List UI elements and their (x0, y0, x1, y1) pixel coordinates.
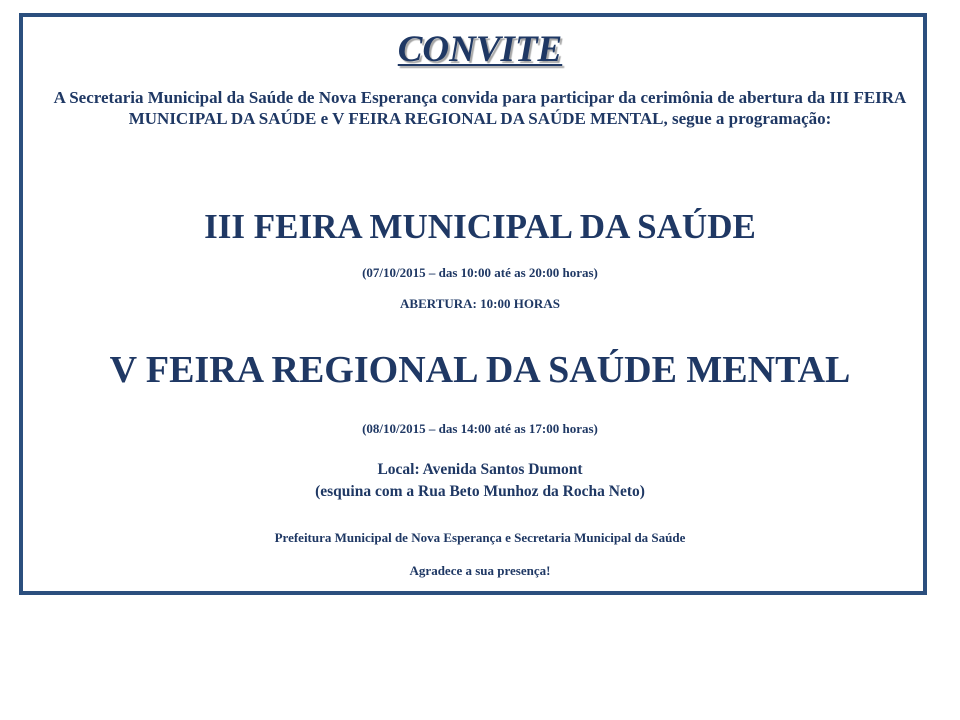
location-corner: (esquina com a Rua Beto Munhoz da Rocha Neto) (315, 483, 645, 500)
event-location (0, 459, 960, 503)
event2-name: V FEIRA REGIONAL DA SAÚDE MENTAL (109, 349, 851, 391)
event2-dates: (08/10/2015 – das 14:00 até as 17:00 horas) (362, 421, 598, 436)
event1-name: III FEIRA MUNICIPAL DA SAÚDE (204, 207, 756, 246)
location-street: Local: Avenida Santos Dumont (377, 461, 583, 478)
event1-dates: (07/10/2015 – das 10:00 até as 20:00 horas) (362, 265, 598, 280)
invitation-title: CONVITE (397, 29, 563, 70)
event1-opening-time: ABERTURA: 10:00 HORAS (400, 296, 560, 311)
invitation-intro: A Secretaria Municipal da Saúde de Nova Esperança convida para participar da cerimônia de abertura da III FEIRA MUNICIPAL DA SAÚDE e V FEIRA REGIONAL DA SAÚDE MENTAL, segue a programação: (53, 88, 907, 128)
thanks-line: Agradece a sua presença! (409, 563, 551, 578)
sponsor-line: Prefeitura Municipal de Nova Esperança e Secretaria Municipal da Saúde (274, 530, 686, 545)
